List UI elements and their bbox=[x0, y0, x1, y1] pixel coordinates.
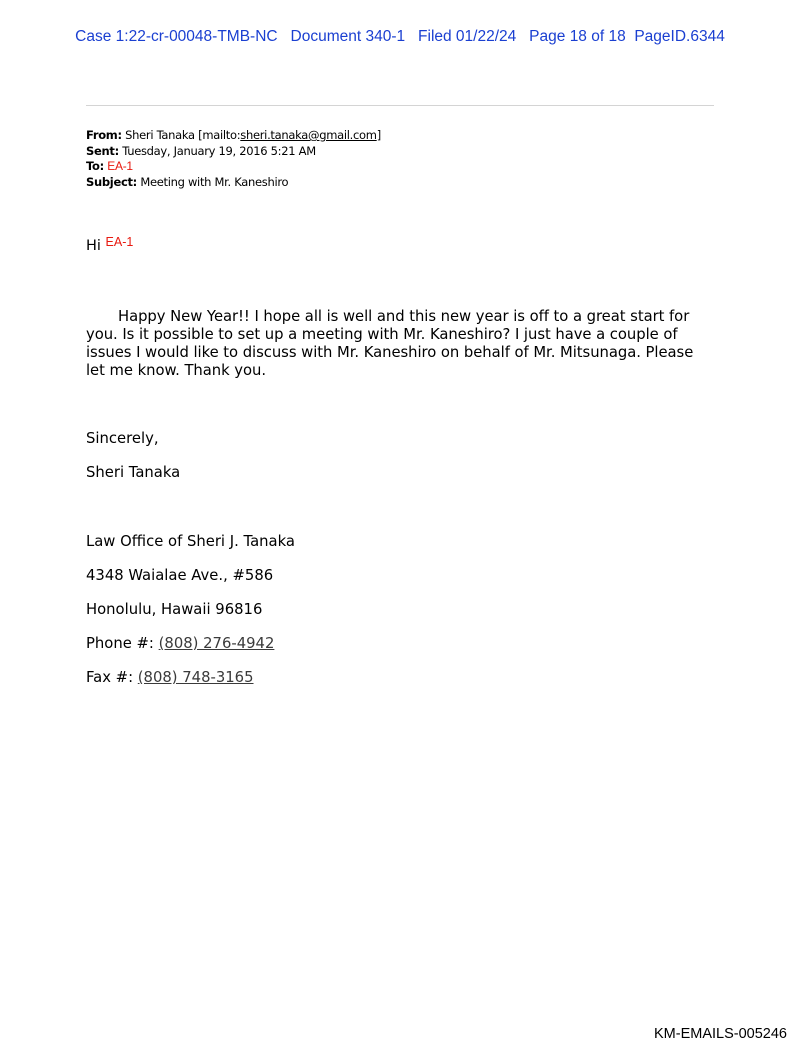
to-label: To: bbox=[86, 159, 104, 173]
from-label: From: bbox=[86, 128, 122, 142]
from-line bbox=[86, 128, 381, 144]
signature-address-line-2: Honolulu, Hawaii 96816 bbox=[86, 601, 263, 618]
signature-fax bbox=[86, 669, 254, 686]
sent-value: Tuesday, January 19, 2016 5:21 AM bbox=[122, 143, 316, 158]
subject-value: Meeting with Mr. Kaneshiro bbox=[140, 174, 289, 189]
fax-label: Fax #: bbox=[86, 669, 138, 686]
bates-number: KM-EMAILS-005246 bbox=[654, 1026, 787, 1042]
email-body bbox=[86, 308, 716, 380]
subject-label: Subject: bbox=[86, 174, 137, 189]
signature-address-line-1: 4348 Waialae Ave., #586 bbox=[86, 567, 274, 584]
sent-label: Sent: bbox=[86, 143, 119, 158]
greeting-word: Hi bbox=[86, 238, 101, 254]
case-header: Case 1:22-cr-00048-TMB-NC Document 340-1 Filed 01/22/24 Page 18 of 18 PageID.6344 bbox=[75, 28, 725, 45]
to-redaction: EA-1 bbox=[107, 159, 133, 173]
to-line bbox=[86, 159, 381, 175]
fax-link[interactable]: (808) 748-3165 bbox=[137, 669, 254, 686]
subject-line bbox=[86, 175, 381, 191]
header-divider bbox=[86, 105, 714, 106]
greeting-redaction: EA-1 bbox=[105, 235, 134, 249]
sent-line bbox=[86, 144, 381, 160]
signature-office: Law Office of Sheri J. Tanaka bbox=[86, 533, 295, 550]
from-email-link[interactable]: sheri.tanaka@gmail.com bbox=[240, 128, 377, 142]
signature-phone bbox=[86, 635, 274, 652]
from-close: ] bbox=[376, 128, 381, 142]
signature-closing: Sincerely, bbox=[86, 430, 159, 447]
body-text: Happy New Year!! I hope all is well and this new year is off to a great start for you. Is it possible to set up a meeting with Mr. Kaneshiro? I just have a couple of issues I would like to discuss with Mr. Kaneshiro on behalf of Mr. Mitsunaga. Please let me know. Thank you. bbox=[86, 308, 694, 379]
email-headers bbox=[86, 128, 381, 190]
signature-name: Sheri Tanaka bbox=[86, 464, 181, 481]
from-name: Sheri Tanaka [mailto: bbox=[125, 128, 241, 142]
phone-link[interactable]: (808) 276-4942 bbox=[158, 635, 275, 652]
greeting bbox=[86, 235, 133, 254]
phone-label: Phone #: bbox=[86, 635, 159, 652]
